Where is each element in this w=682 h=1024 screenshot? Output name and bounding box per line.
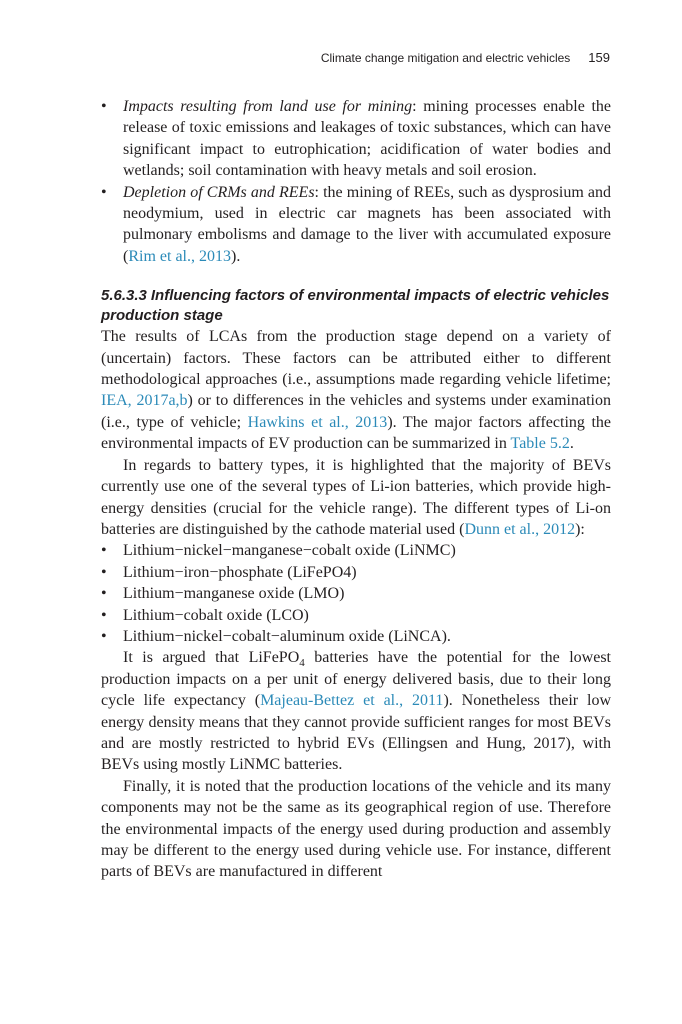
subscript-4: 4	[299, 657, 305, 670]
paragraph-1	[101, 326, 611, 454]
citation-link-majeau[interactable]: Majeau-Bettez et al., 2011	[260, 692, 444, 710]
list-item: • Lithium−nickel−manganese−cobalt oxide (LiNMC)	[101, 540, 611, 561]
list-item: • Lithium−manganese oxide (LMO)	[101, 583, 611, 604]
section-title: Influencing factors of environmental impacts of electric vehicles production stage	[101, 287, 610, 324]
bullet-tail: ).	[230, 247, 241, 265]
para3-text-3: ). Nonetheless their low energy density means that they cannot provide sufficient ranges for most BEVs and are mostly restricted to hybrid EVs (Ellingsen and Hung, 2017), with BEVs using mostly LiNMC batteries.	[101, 692, 611, 774]
list-item: • Lithium−nickel−cobalt−aluminum oxide (LiNCA).	[101, 626, 611, 647]
para1-text-2: ) or to differences in the vehicles and systems under examination (i.e., type of vehicle;	[101, 392, 611, 431]
bullet-term: Impacts resulting from land use for mining	[123, 98, 413, 115]
paragraph-2	[101, 455, 611, 541]
citation-link-dunn[interactable]: Dunn et al., 2012	[464, 520, 576, 538]
list-item: • Lithium−cobalt oxide (LCO)	[101, 605, 611, 626]
section-heading	[101, 286, 611, 325]
battery-type-list	[101, 540, 611, 647]
para1-text-1: The results of LCAs from the production stage depend on a variety of (uncertain) factors. These factors can be attributed either to different methodological approaches (i.e., assumptions made regarding vehicle lifetime;	[101, 328, 611, 389]
bullet-item-land-use	[101, 96, 611, 182]
list-item: • Lithium−iron−phosphate (LiFePO4)	[101, 562, 611, 583]
para1-text-3: ). The major factors affecting the environmental impacts of EV production can be summarized in	[101, 413, 611, 453]
citation-link-rim[interactable]: Rim et al., 2013	[128, 247, 231, 265]
paragraph-4: Finally, it is noted that the production locations of the vehicle and its many components may not be the same as its geographical region of use. Therefore the environmental impacts of the energy used during production and assembly may be different to the energy used during vehicle use. For instance, different parts of BEVs are manufactured in different	[101, 777, 611, 881]
table-link[interactable]: Table 5.2	[510, 435, 570, 453]
bullet-item-depletion	[101, 182, 611, 268]
running-header	[321, 50, 610, 65]
page-body	[101, 96, 611, 883]
bullet-text: : mining processes enable the release of toxic emissions and leakages of toxic substances, which can have significant impact to eutrophication; acidification of water bodies and wetlands; soil contamination with heavy metals and soil erosion.	[123, 98, 611, 180]
page-number: 159	[588, 50, 610, 65]
paragraph-3	[101, 647, 611, 775]
para3-text-2: batteries have the potential for the lowest production impacts on a per unit of energy delivered basis, due to their long cycle life expectancy (	[101, 649, 612, 710]
citation-link-iea[interactable]: IEA, 2017a,b	[101, 392, 188, 410]
bullet-text: : the mining of REEs, such as dysprosium and neodymium, used in electric car magnets has been associated with pulmonary embolisms and damage to the liver with accumulated exposure (	[123, 183, 611, 265]
para2-text-2: ):	[575, 520, 585, 538]
bullet-term: Depletion of CRMs and REEs	[123, 183, 315, 201]
section-number: 5.6.3.3	[101, 287, 147, 305]
citation-link-hawkins[interactable]: Hawkins et al., 2013	[247, 413, 388, 431]
para2-text-1: In regards to battery types, it is highlighted that the majority of BEVs currently use one of the several types of Li-ion batteries, which provide high-energy densities (crucial for the vehicle range). The different types of Li-on batteries are distinguished by the cathode material used (	[101, 456, 611, 538]
para3-text-1: It is argued that LiFePO	[123, 649, 300, 667]
running-title: Climate change mitigation and electric vehicles	[320, 51, 571, 65]
para1-text-4: .	[569, 435, 574, 453]
